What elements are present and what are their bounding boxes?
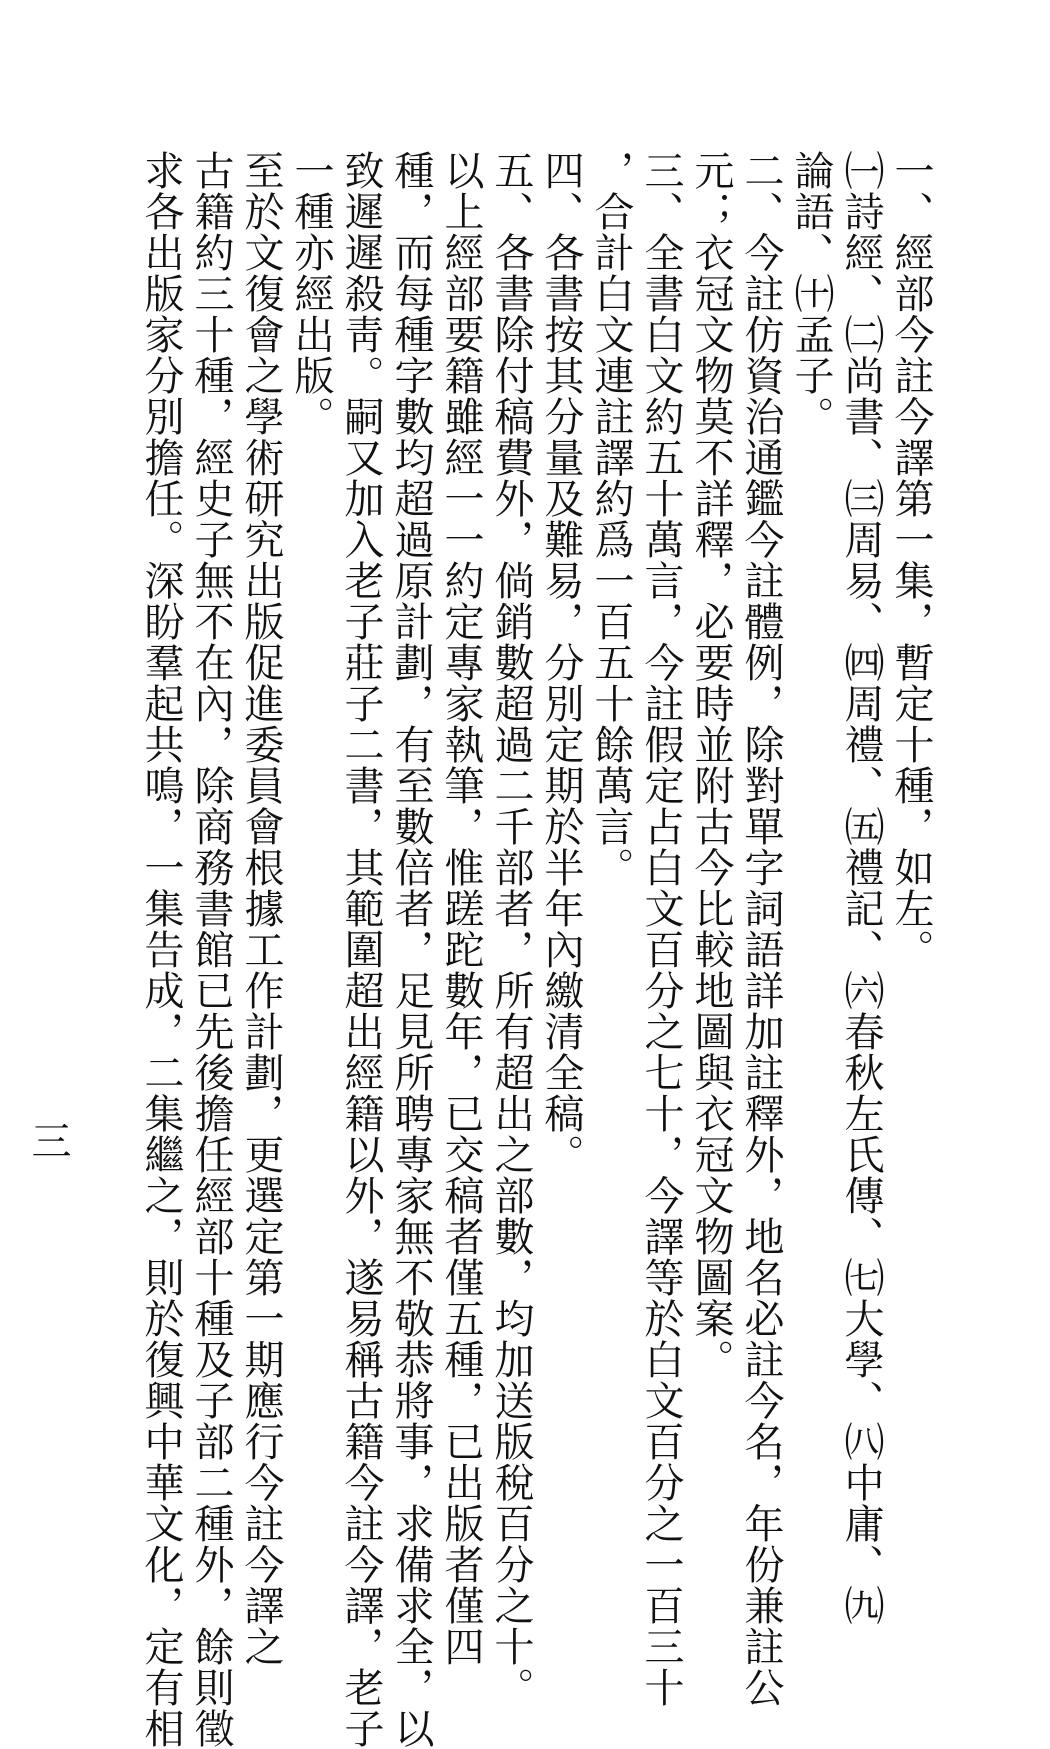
text-column: ，合計白文連註譯約爲一百五十餘萬言。 <box>588 150 634 888</box>
text-column: 元；衣冠文物莫不詳釋，必要時並附古今比較地圖與衣冠文物圖案。 <box>688 150 734 1380</box>
text-column: 求各出版家分別擔任。深盼羣起共鳴，一集告成，二集繼之，則於復興中華文化，定有相 <box>138 150 184 1749</box>
text-column: 種，而每種字數均超過原計劃，有至數倍者，足見所聘專家無不敬恭將事，求備求全，以 <box>388 150 434 1749</box>
text-column: 論語、㈩孟子。 <box>788 150 834 437</box>
text-column: 至於文復會之學術研究出版促進委員會根據工作計劃，更選定第一期應行今註今譯之 <box>238 150 284 1667</box>
text-column: 五、各書除付稿費外，倘銷數超過二千部者，所有超出之部數，均加送版稅百分之十。 <box>488 150 534 1708</box>
text-column: 以上經部要籍雖經一一約定專家執筆，惟蹉跎數年，已交稿者僅五種，已出版者僅四 <box>438 150 484 1667</box>
text-column: 四、各書按其分量及難易，分別定期於半年內繳清全稿。 <box>538 150 584 1175</box>
text-column: 致遲遲殺靑。嗣又加入老子莊子二書，其範圍超出經籍以外，遂易稱古籍今註今譯，老子 <box>338 150 384 1749</box>
text-column: 一種亦經出版。 <box>288 150 334 437</box>
text-column: 二、今註仿資治通鑑今註體例，除對單字詞語詳加註釋外，地名必註今名，年份兼註公 <box>738 150 784 1708</box>
text-column: 古籍約三十種，經史子無不在內，除商務書館已先後擔任經部十種及子部二種外，餘則徵 <box>188 150 234 1749</box>
text-column: ㈠詩經、㈡尚書、㈢周易、㈣周禮、㈤禮記、㈥春秋左氏傳、㈦大學、㈧中庸、㈨ <box>838 150 884 1626</box>
text-column: 一、經部今註今譯第一集，暫定十種，如左。 <box>888 150 934 970</box>
text-column: 三、全書白文約五十萬言，今註假定占白文百分之七十，今譯等於白文百分之一百三十 <box>638 150 684 1708</box>
page-number: 三 <box>25 1120 71 1160</box>
